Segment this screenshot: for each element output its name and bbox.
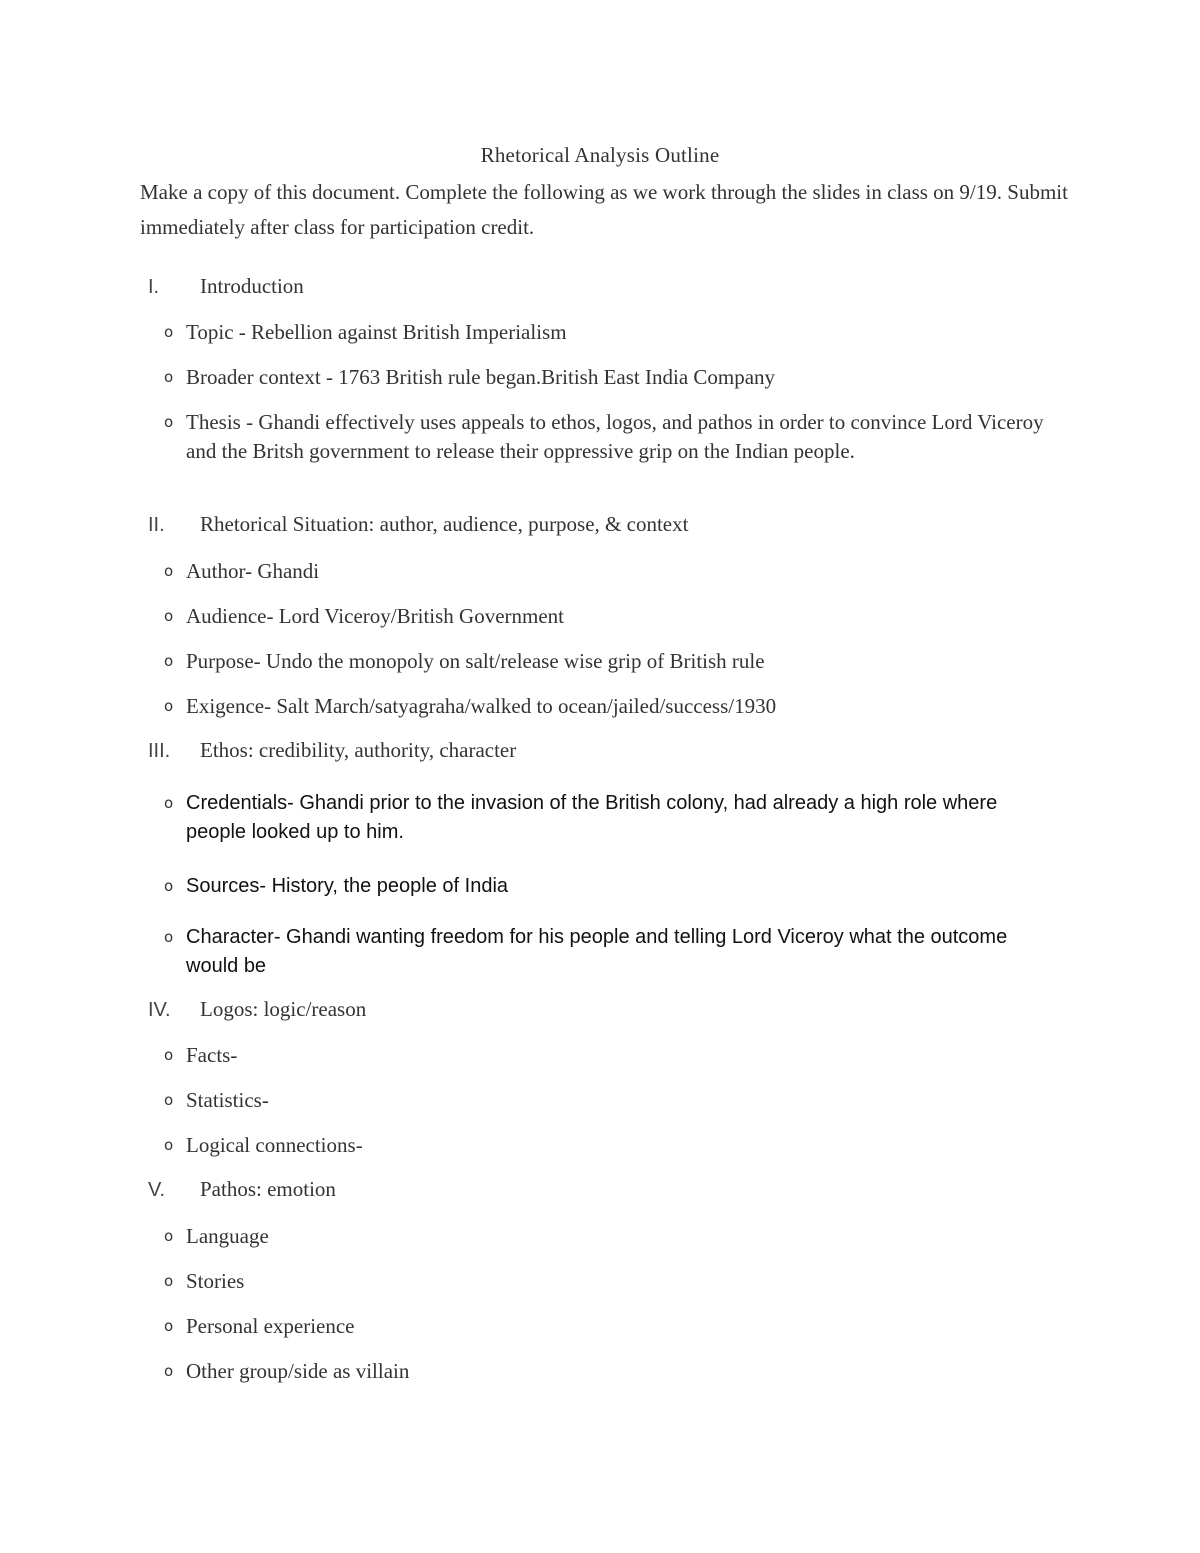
list-item-language	[164, 1222, 1044, 1251]
list-item-credentials	[164, 789, 1044, 847]
section-heading-text: Ethos: credibility, authority, character	[200, 738, 517, 762]
bullet-icon: o	[164, 1317, 174, 1335]
bullet-icon: o	[164, 928, 174, 946]
bullet-icon: o	[164, 794, 174, 812]
section-numeral: V.	[148, 1179, 166, 1201]
bullet-icon: o	[164, 652, 174, 670]
bullet-icon: o	[164, 607, 174, 625]
list-item-facts	[164, 1041, 1044, 1070]
list-item-topic	[164, 318, 1044, 347]
list-item-text: Stories	[186, 1269, 245, 1293]
list-item-exigence	[164, 692, 1044, 721]
list-item-audience	[164, 602, 1044, 631]
list-item-text: Author- Ghandi	[186, 559, 320, 583]
bullet-icon: o	[164, 323, 174, 341]
list-item-author	[164, 557, 1044, 586]
list-item-stories	[164, 1267, 1044, 1296]
section-heading-introduction	[148, 274, 304, 299]
bullet-icon: o	[164, 1136, 174, 1154]
list-item-text: Credentials- Ghandi prior to the invasion of the British colony, had already a high role where people looked up to him.	[186, 792, 998, 843]
list-item-text: Sources- History, the people of India	[186, 875, 509, 897]
bullet-icon: o	[164, 1046, 174, 1064]
list-item-text: Thesis - Ghandi effectively uses appeals to ethos, logos, and pathos in order to convince Lord Viceroy and the Britsh government to release their oppressive grip on the Indian people.	[186, 410, 1044, 463]
list-item-text: Audience- Lord Viceroy/British Government	[186, 604, 564, 628]
list-item-character	[164, 923, 1044, 981]
list-item-text: Character- Ghandi wanting freedom for his people and telling Lord Viceroy what the outcome would be	[186, 926, 1008, 977]
list-item-text: Other group/side as villain	[186, 1359, 410, 1383]
list-item-text: Facts-	[186, 1043, 238, 1067]
list-item-text: Statistics-	[186, 1088, 269, 1112]
section-numeral: II.	[148, 514, 165, 536]
bullet-icon: o	[164, 413, 174, 431]
list-item-broader-context	[164, 363, 1044, 392]
bullet-icon: o	[164, 1227, 174, 1245]
bullet-icon: o	[164, 1091, 174, 1109]
section-heading-pathos	[148, 1177, 336, 1202]
list-item-text: Purpose- Undo the monopoly on salt/release wise grip of British rule	[186, 649, 765, 673]
list-item-text: Broader context - 1763 British rule began.British East India Company	[186, 365, 776, 389]
section-numeral: I.	[148, 276, 160, 298]
document-title: Rhetorical Analysis Outline	[480, 143, 720, 167]
document-intro: Make a copy of this document. Complete the following as we work through the slides in class on 9/19. Submit immediately after class for participation credit.	[140, 180, 1068, 239]
bullet-icon: o	[164, 368, 174, 386]
list-item-villain	[164, 1357, 1044, 1386]
list-item-text: Topic - Rebellion against British Imperialism	[186, 320, 567, 344]
list-item-logical-connections	[164, 1131, 1044, 1160]
section-heading-text: Pathos: emotion	[200, 1177, 336, 1201]
bullet-icon: o	[164, 1362, 174, 1380]
bullet-icon: o	[164, 562, 174, 580]
section-heading-text: Rhetorical Situation: author, audience, purpose, & context	[200, 512, 689, 536]
list-item-text: Logical connections-	[186, 1133, 363, 1157]
list-item-personal-experience	[164, 1312, 1044, 1341]
list-item-text: Personal experience	[186, 1314, 355, 1338]
section-heading-text: Logos: logic/reason	[200, 997, 367, 1021]
bullet-icon: o	[164, 1272, 174, 1290]
section-heading-ethos	[148, 738, 516, 763]
list-item-text: Exigence- Salt March/satyagraha/walked to ocean/jailed/success/1930	[186, 694, 777, 718]
bullet-icon: o	[164, 877, 174, 895]
section-heading-logos	[148, 997, 366, 1022]
list-item-text: Language	[186, 1224, 269, 1248]
section-heading-text: Introduction	[200, 274, 304, 298]
list-item-statistics	[164, 1086, 1044, 1115]
list-item-sources	[164, 872, 1044, 901]
list-item-purpose	[164, 647, 1044, 676]
section-numeral: IV.	[148, 999, 171, 1021]
section-numeral: III.	[148, 740, 171, 762]
bullet-icon: o	[164, 697, 174, 715]
section-heading-rhetorical-situation	[148, 512, 688, 537]
list-item-thesis	[164, 408, 1044, 466]
